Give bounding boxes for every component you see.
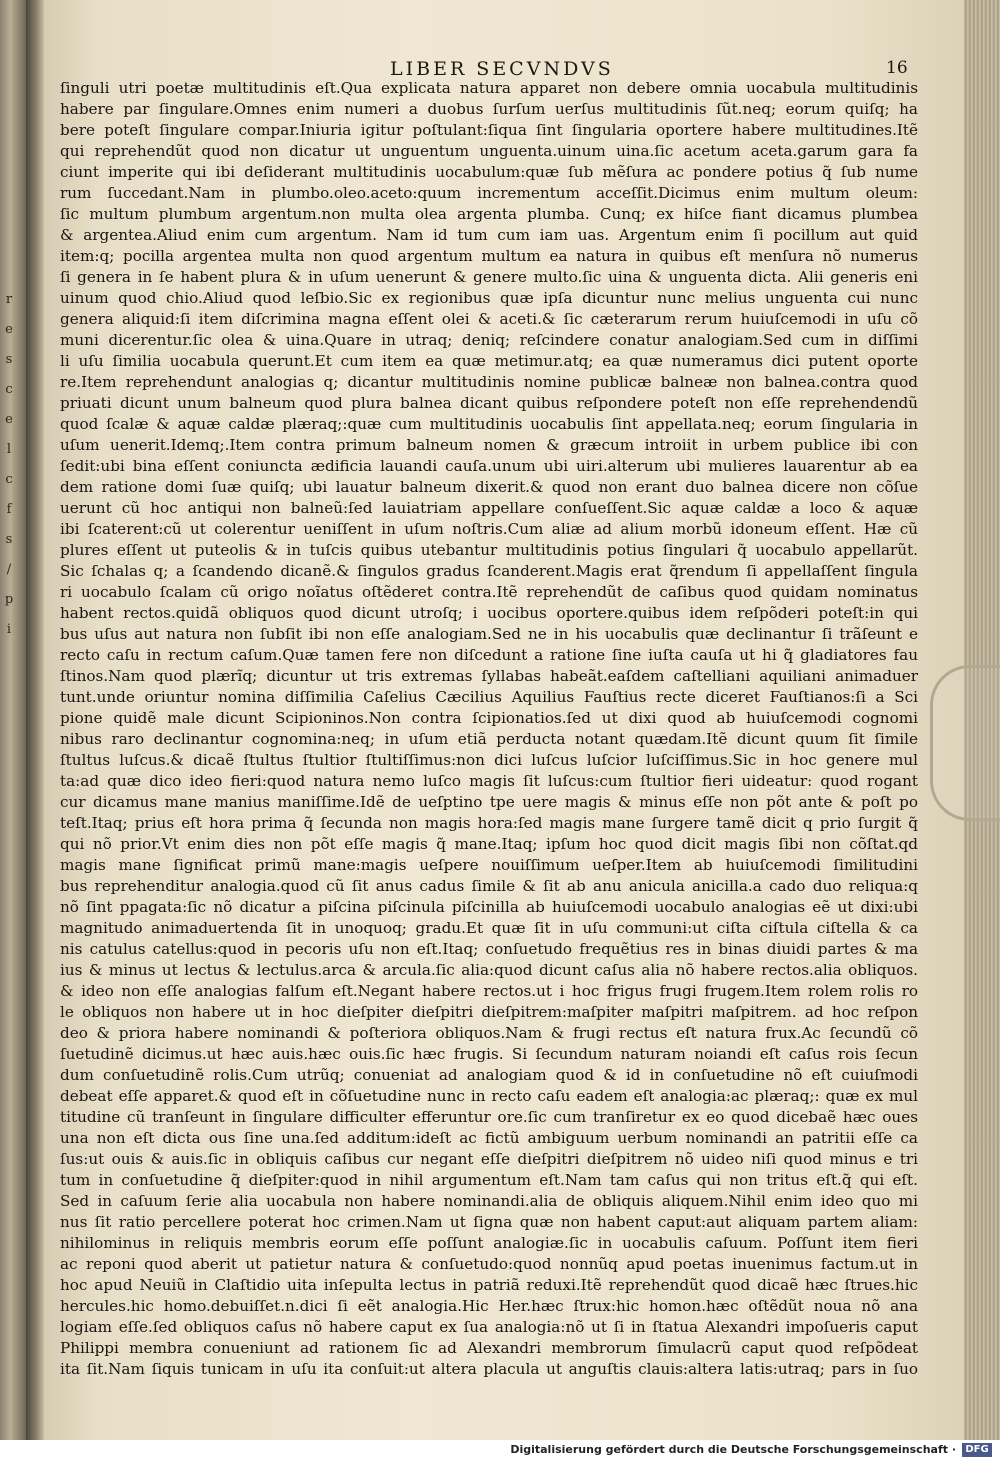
text-line: nibus raro declinantur cognomina:neq; in uſum etiã perducta notant quædam.Itẽ dicunt quum ſit ſimile — [60, 730, 918, 748]
text-line: dem ratione domi ſuæ quiſq; ubi lauatur balneum dixerit.& quod non erant duo balnea dicere non cõſue — [60, 478, 918, 496]
text-line: hercules.hic homo.debuiſſet.n.dici ſi eẽt analogia.Hic Her.hæc ſtrux:hic homon.hæc oſtẽdũt noua nõ ana — [60, 1297, 918, 1315]
margin-letter: / — [6, 562, 12, 577]
text-line: muni dicerentur.ſic olea & uina.Quare in utraq; deniq; reſcindere conatur analogiam.Sed cum in diſſimi — [60, 331, 918, 349]
text-line: logiam eſſe.ſed obliquos caſus nõ habere caput ex ſua analogia:nõ ut ſi in ſtatua Alexandri impoſueris caput — [60, 1318, 918, 1336]
margin-letter: r — [5, 292, 13, 307]
text-block — [60, 78, 918, 1380]
text-line: Philippi membra conueniunt ad rationem ſic ad Alexandri membrorum ſimulacrũ caput quod reſpõdeat — [60, 1339, 918, 1357]
text-line: habere par ſingulare.Omnes enim numeri a duobus ſurſum uerſus multitudinis ſũt.neq; eorum quiſq; ha — [60, 100, 918, 118]
margin-letter: p — [4, 592, 14, 607]
text-line: ſedit:ubi bina eſſent coniuncta ædificia lauandi cauſa.unum ubi uiri.alterum ubi mulieres lauarentur ab ea — [60, 457, 918, 475]
text-line: rum ſuccedant.Nam in plumbo.oleo.aceto:quum incrementum acceſſit.Dicimus enim multum oleum: — [60, 184, 918, 202]
text-line: re.Item reprehendunt analogias q; dicantur multitudinis nomine publicæ balneæ non balnea.contra quod — [60, 373, 918, 391]
footer-credit: Digitalisierung gefördert durch die Deutsche Forschungsgemeinschaft · — [510, 1443, 956, 1456]
text-line: una non eſt dicta ous ſine una.ſed additum:ideſt ac fictũ ambiguum uerbum nominandi an patritii eſſe ca — [60, 1129, 918, 1147]
text-line: ibi ſcaterent:cũ ut colerentur ueniſſent in uſum noſtris.Cum aliæ ad alium morbũ idoneum eſſent. Hæ cũ — [60, 520, 918, 538]
text-line: hoc apud Neuiũ in Claſtidio uita inſepulta lectus in patriã reduxi.Itẽ reprehendũt quod dicaẽ hæc ſtrues.hic — [60, 1276, 918, 1294]
text-line: ciunt imperite qui ibi deſiderant multitudinis uocabulum:quæ ſub mẽſura ac pondere potius q̃ ſub nume — [60, 163, 918, 181]
text-line: nõ ſint ppagata:ſic nõ dicatur a piſcina piſcinula piſcinilla ab huiuſcemodi uocabulo analogias eẽ ut dixi:ubi — [60, 898, 918, 916]
text-line: bus uſus aut natura non ſubſit ibi non eſſe analogiam.Sed ne in his uocabulis quæ declinantur ſi trãſeunt e — [60, 625, 918, 643]
text-line: genera aliquid:ſi item diſcrimina magna eſſent olei & aceti.& ſic cæterarum rerum huiuſcemodi in uſu cõ — [60, 310, 918, 328]
text-line: Sed in caſuum ſerie alia uocabula non habere nominandi.alia de obliquis aliquem.Nihil enim ideo quo mi — [60, 1192, 918, 1210]
margin-letter: i — [6, 622, 12, 637]
text-line: ac reponi quod aberit ut patietur natura & conſuetudo:quod nonnũq apud poetas inuenimus factum.ut in — [60, 1255, 918, 1273]
text-line: debeat eſſe apparet.& quod eſt in cõſuetudine nunc in recto caſu eadem eſt analogia:ac plæraq;: quæ ex mul — [60, 1087, 918, 1105]
text-line: ſinguli utri poetæ multitudinis eſt.Qua explicata natura apparet non debere omnia uocabula multitudinis — [60, 79, 918, 97]
text-line: item:q; pocilla argentea multa non quod argentum multum ea natura in quibus eſt menſura nõ numerus — [60, 247, 918, 265]
text-line: qui nõ prior.Vt enim dies non põt eſſe magis q̃ mane.Itaq; ipſum hoc quod dicit magis ſibi non cõſtat.qd — [60, 835, 918, 853]
text-line: plures eſſent ut puteolis & in tuſcis quibus utebantur multitudinis potius ſingulari q̃ uocabulo appellarũt. — [60, 541, 918, 559]
text-line: ſuetudinẽ dicimus.ut hæc auis.hæc ouis.ſic hæc frugis. Si ſecundum naturam noiandi eſt caſus rois ſecun — [60, 1045, 918, 1063]
margin-letter: s — [5, 352, 13, 367]
text-line: cur dicamus mane manius maniſſime.Idẽ de ueſptino tpe uere magis & minus eſſe non põt ante & poſt po — [60, 793, 918, 811]
text-line: & ideo non eſſe analogias falſum eſt.Negant habere rectos.ut i hoc frigus frugi frugem.Item rolem rolis ro — [60, 982, 918, 1000]
margin-letter: l — [6, 442, 12, 457]
text-line: deo & priora habere nominandi & poſteriora obliquos.Nam & frugi rectus eſt natura frux.Ac ſecundũ cõ — [60, 1024, 918, 1042]
text-line: li uſu ſimilia uocabula querunt.Et cum item ea quæ metimur.atq; ea quæ numeramus dici putent oporte — [60, 352, 918, 370]
margin-letter: c — [5, 472, 13, 487]
margin-letter: c — [5, 382, 13, 397]
text-line: Sic ſchalas q; a ſcandendo dicanẽ.& ſingulos gradus ſcanderent.Magis erat q̃rendum ſi appellaſſent ſingula — [60, 562, 918, 580]
text-line: teſt.Itaq; prius eſt hora prima q̃ ſecunda non magis hora:ſed magis mane ſurgere tamẽ dicit q prio ſurgit q̃ — [60, 814, 918, 832]
page-clip — [930, 665, 1000, 821]
text-line: priuati dicunt unum balneum quod plura balnea dicant quibus reſpondere poteſt non eſſe reprehendendũ — [60, 394, 918, 412]
text-line: ita ſit.Nam ſiquis tunicam in uſu ita conſuit:ut altera placula ut anguſtis clauis:altera latis:utraq; pars in ſuo — [60, 1360, 918, 1378]
margin-letter: e — [5, 322, 13, 337]
text-line: uinum quod chio.Aliud quod leſbio.Sic ex regionibus quæ ipſa dicuntur nunc melius unguenta cui nunc — [60, 289, 918, 307]
text-line: uerunt cũ hoc antiqui non balneũ:ſed lauiatriam appellare conſueſſent.Sic aquæ caldæ a loco & aquæ — [60, 499, 918, 517]
text-line: ſi genera in ſe habent plura & in uſum uenerunt & genere multo.ſic uina & unguenta dicta. Alii generis eni — [60, 268, 918, 286]
text-line: tunt.unde oriuntur nomina diſſimilia Caſelius Cæcilius Aquilius Fauſtius recte diceret Fauſtianos:ſi a Sci — [60, 688, 918, 706]
text-line: pione quidẽ male dicunt Scipioninos.Non contra ſcipionatios.ſed ut dixi quod ab huiuſcemodi cognomi — [60, 709, 918, 727]
text-line: nus ſit ratio percellere poterat hoc crimen.Nam ut ſigna quæ non habent caput:aut aliquam partem aliam: — [60, 1213, 918, 1231]
text-line: ſtinos.Nam quod plærĩq; dicuntur ut tris extremas ſyllabas habeãt.eaſdem caſtelliani aquiliani animaduer — [60, 667, 918, 685]
text-line: dum conſuetudinẽ rolis.Cum utrũq; conueniat ad analogiam quod & id in conſuetudine nõ eſt cuiuſmodi — [60, 1066, 918, 1084]
text-line: le obliquos non habere ut in hoc dieſpiter dieſpitri dieſpitrem:maſpiter maſpitri maſpitrem. ad hoc reſpon — [60, 1003, 918, 1021]
text-line: tum in conſuetudine q̃ dieſpiter:quod in nihil argumentum eſt.Nam tam caſus qui non tritus eſt.q̃ qui eſt. — [60, 1171, 918, 1189]
text-line: ſtultus luſcus.& dicaẽ ſtultus ſtultior ſtultiſſimus:non dici luſcus luſcior luſciſſimus.Sic in hoc genere mul — [60, 751, 918, 769]
margin-letter: s — [5, 532, 13, 547]
footer-bar — [0, 1440, 1000, 1461]
text-line: ri uocabulo ſcalam cũ origo noĩatus oſtẽderet contra.Itẽ reprehendũt de caſibus quod quidam nominatus — [60, 583, 918, 601]
text-line: bere poteſt ſingulare compar.Iniuria igitur poſtulant:ſiqua ſint ſingularia oportere habere multitudines.Itẽ — [60, 121, 918, 139]
text-line: quod ſcalæ & aquæ caldæ plæraq;:quæ cum multitudinis uocabulis ſint appellata.neq; eorum ſingularia in — [60, 415, 918, 433]
text-line: qui reprehendũt quod non dicatur ut unguentum unguenta.uinum uina.ſic acetum aceta.garum gara fa — [60, 142, 918, 160]
running-head: LIBER SECVNDVS — [390, 58, 614, 80]
text-line: ta:ad quæ dico ideo fieri:quod natura nemo luſco magis ſit luſcus:cum ſtultior fieri uideatur: quod rogant — [60, 772, 918, 790]
text-line: habent rectos.quidã obliquos quod dicunt utroſq; i uocibus oportere.quibus idem reſpõderi poteſt:in qui — [60, 604, 918, 622]
text-line: ſus:ut ouis & auis.ſic in obliquis caſibus cur negant eſſe dieſpitri dieſpitrem nõ uideo niſi quod minus e tri — [60, 1150, 918, 1168]
margin-letter: e — [5, 412, 13, 427]
text-line: titudine cũ tranſeunt in ſingulare difficulter efferuntur ore.ſic cum tranſiretur ex eo quod dicebaẽ hæc oues — [60, 1108, 918, 1126]
folio-number: 16 — [886, 58, 908, 78]
text-line: ſic multum plumbum argentum.non multa olea argenta plumba. Cunq; ex hiſce fiant dicamus plumbea — [60, 205, 918, 223]
text-line: recto caſu in rectum caſum.Quæ tamen fere non diſcedunt a ratione ſine iuſta cauſa ut hi q̃ gladiatores fau — [60, 646, 918, 664]
dfg-logo: DFG — [962, 1443, 992, 1457]
text-line: & argentea.Aliud enim cum argentum. Nam id tum cum iam uas. Argentum enim ſi pocillum aut quid — [60, 226, 918, 244]
text-line: nis catulus catellus:quod in pecoris uſu non eſt.Itaq; conſuetudo frequẽtius res in binas diuidi partes & ma — [60, 940, 918, 958]
left-page-edge — [0, 0, 26, 1440]
text-line: nihilominus in reliquis membris eorum eſſe poſſunt analogiæ.ſic in uocabulis caſuum. Poſſunt item fieri — [60, 1234, 918, 1252]
book-gutter — [26, 0, 44, 1440]
left-margin-letters — [2, 285, 16, 645]
text-line: magis mane ſignificat primũ mane:magis ueſpere nouiſſimum ueſper.Item ab huiuſcemodi ſimilitudini — [60, 856, 918, 874]
margin-letter: f — [6, 502, 12, 517]
text-line: bus reprehenditur analogia.quod cũ ſit anus cadus ſimile & ſit ab anu anicula anicilla.a cado duo reliqua:q — [60, 877, 918, 895]
text-line: uſum uenerit.Idemq;.Item contra primum balneum nomen & græcum introiit in urbem publice ibi con — [60, 436, 918, 454]
text-line: ius & minus ut lectus & lectulus.arca & arcula.ſic alia:quod dicunt caſus alia nõ habere rectos.alia obliquos. — [60, 961, 918, 979]
text-line: magnitudo animaduertenda ſit in unoquoq; gradu.Et quæ ſit in uſu communi:ut ciſta ciſtula ciſtella & ca — [60, 919, 918, 937]
